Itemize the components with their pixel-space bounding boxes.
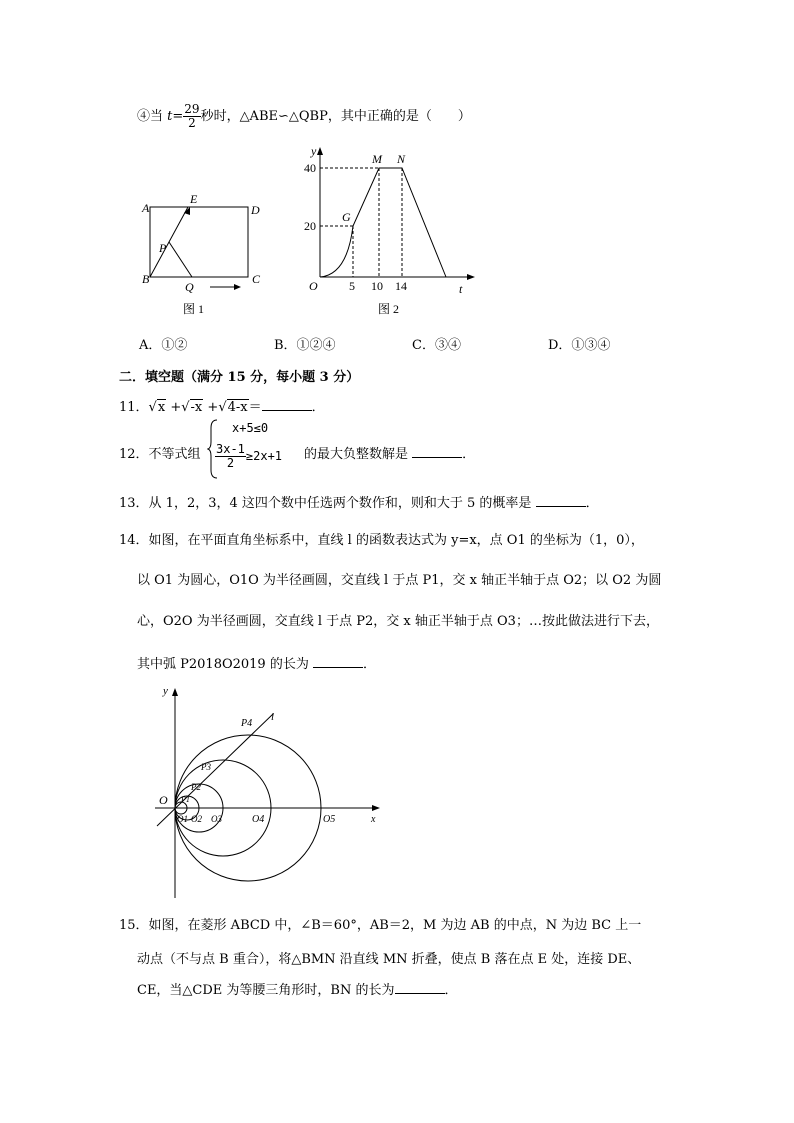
tick-40: 40 [304, 161, 316, 175]
frac-numerator: 29 [184, 102, 200, 116]
q11-number: 11． [119, 400, 149, 415]
answer-blank-12[interactable] [412, 445, 462, 458]
tick-20: 20 [304, 219, 316, 233]
label-B: B [142, 272, 150, 286]
label-Q: Q [185, 280, 194, 294]
label-P: P [159, 241, 167, 255]
q14-line-1: 14．如图，在平面直角坐标系中，直线 l 的函数表达式为 y=x，点 O1 的坐标为（1，0）， [119, 533, 644, 548]
label-N: N [397, 152, 406, 166]
fig3-label-O: O [159, 793, 168, 807]
label-y: y [311, 144, 317, 158]
q15-line-1: 15．如图，在菱形 ABCD 中，∠B＝60°，AB＝2，M 为边 AB 的中点，N 为边 BC 上一 [119, 918, 642, 933]
label-M: M [372, 152, 382, 166]
tick-5: 5 [349, 279, 355, 293]
fig3-label-l: l [271, 711, 275, 723]
question-13 [119, 492, 599, 511]
answer-blank-14[interactable] [313, 655, 363, 668]
fig3-label-O1: O1 [177, 814, 188, 824]
q11-radicand-2: -x [190, 400, 203, 415]
item4-rest: 秒时，△ABE∽△QBP，其中正确的是（ ） [200, 109, 471, 124]
label-t: t [459, 282, 463, 296]
section-title: 二．填空题（满分 15 分，每小题 3 分） [119, 370, 360, 385]
q11-end: ． [311, 400, 325, 415]
question-item-4 [137, 103, 471, 130]
label-C: C [252, 272, 261, 286]
label-A: A [142, 201, 150, 215]
label-E: E [190, 192, 198, 206]
fig3-label-O3: O3 [211, 814, 222, 824]
question-12-rest [304, 443, 475, 462]
label-D: D [251, 203, 260, 217]
item4-prefix: ④当 [137, 109, 168, 124]
x-axis-arrow [467, 274, 475, 280]
q13-text: 13．从 1，2，3，4 这四个数中任选两个数作和，则和大于 5 的概率是 [119, 496, 532, 511]
answer-blank-13[interactable] [536, 494, 586, 507]
q11-equals: ＝ [248, 400, 262, 415]
fig3-label-P1: P1 [181, 795, 190, 804]
fig3-label-P3: P3 [201, 762, 211, 772]
y-axis-arrow [317, 147, 323, 155]
fig3-label-O5: O5 [323, 814, 336, 825]
tick-14: 14 [395, 279, 407, 293]
option-d[interactable]: D．①③④ [548, 338, 611, 353]
q11-plus-1: + [170, 400, 182, 415]
fig3-label-x: x [371, 814, 376, 825]
fig3-label-y: y [163, 685, 168, 697]
fig3-label-P2: P2 [191, 782, 201, 792]
caption-fig1: 图 1 [183, 302, 205, 316]
fig3-x-arrow [372, 805, 380, 811]
figure-2-graph [295, 143, 480, 323]
q14-line4-text: 其中弧 P2018O2019 的长为 [137, 657, 309, 672]
option-a[interactable]: A．①② [139, 338, 188, 353]
q12-inequality-2 [215, 443, 282, 470]
q14-line-2: 以 O1 为圆心，O1O 为半径画圆，交直线 l 于点 P1，交 x 轴正半轴于点 O2；以 O2 为圆 [137, 573, 662, 588]
arrow-head-q [234, 284, 241, 290]
q15-line3-text: CE，当△CDE 为等腰三角形时，BN 的长为 [137, 983, 395, 998]
frac-denominator: 2 [188, 116, 196, 130]
q12-fraction [215, 443, 246, 470]
q12-inequality-1: x+5≤0 [232, 421, 269, 435]
answer-blank-11[interactable] [262, 398, 312, 411]
q15-end: ． [444, 983, 458, 998]
fig3-label-P4: P4 [241, 718, 253, 729]
label-O: O [309, 279, 318, 293]
graph-curve [320, 168, 446, 277]
q12-ge: ≥2x+1 [245, 449, 283, 463]
question-12-lead: 12．不等式组 [119, 447, 201, 462]
q13-end: ． [585, 496, 599, 511]
option-c[interactable]: C．③④ [412, 338, 461, 353]
question-11: 11．√x +√-x +√4-x＝ ． [119, 400, 325, 415]
segment-pq [169, 242, 192, 277]
q12-frac-den: 2 [226, 456, 235, 470]
caption-fig2: 图 2 [378, 302, 400, 316]
q11-radicand-1: x [157, 400, 166, 415]
q14-line-4 [137, 653, 376, 672]
fig3-label-O2: O2 [191, 814, 202, 824]
t-variable: t [167, 109, 173, 124]
fig3-y-arrow [172, 688, 178, 696]
q15-line-3 [137, 979, 458, 998]
equals-sign: = [172, 109, 184, 124]
figure-1-rectangle [135, 185, 270, 320]
fig3-label-O4: O4 [252, 814, 265, 825]
q12-end: ． [462, 447, 476, 462]
option-b[interactable]: B．①②④ [274, 338, 336, 353]
answer-blank-15[interactable] [395, 981, 445, 994]
label-G: G [342, 210, 351, 224]
fraction-29-2 [183, 103, 200, 130]
tick-10: 10 [371, 279, 383, 293]
q12-rest-text: 的最大负整数解是 [304, 447, 409, 462]
q14-line-3: 心，O2O 为半径画圆，交直线 l 于点 P2，交 x 轴正半轴于点 O3；…按此做法进行下去， [137, 614, 659, 629]
figure-3-circles [145, 680, 390, 902]
q11-radicand-3: 4-x [227, 400, 248, 415]
line-l [157, 714, 273, 826]
q11-plus-2: + [207, 400, 219, 415]
q14-end: ． [362, 657, 376, 672]
q12-frac-num: 3x-1 [216, 442, 245, 456]
q15-line-2: 动点（不与点 B 重合），将△BMN 沿直线 MN 折叠，使点 B 落在点 E 处，连接 DE、 [137, 952, 641, 967]
